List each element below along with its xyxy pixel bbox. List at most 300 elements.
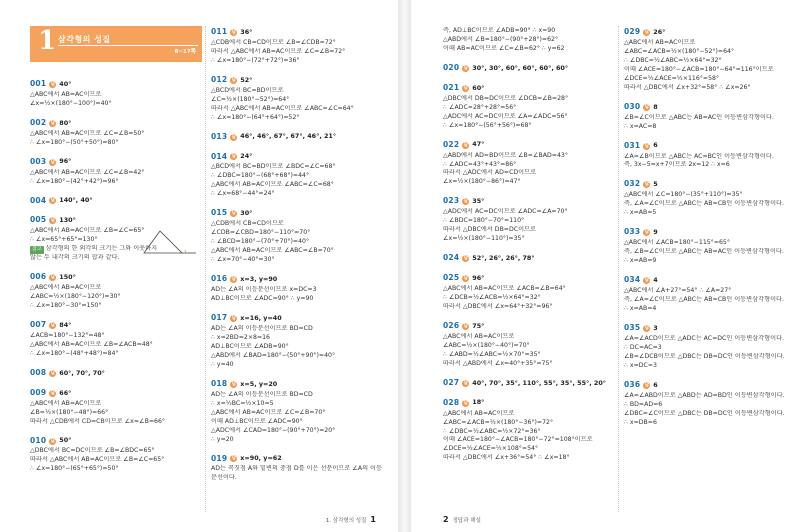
solution-line: AD는 꼭짓점 A와 밑변의 중점 D를 이은 선분이므로 ∠A의 이등 [211,465,382,473]
problem-solution [211,274,389,304]
problem-number: 028 [443,397,460,407]
answer-badge-icon: 답 [50,370,56,376]
solution-line: ∠ABC=½×(180°−40°)=70° [443,341,530,349]
solution-line: ∴ ∠x=180°−(48°+48°)=84° [30,349,119,357]
solution-line: ∴ x=AC=8 [624,122,657,130]
problem-solution [30,436,202,475]
solution-line: 따라서 △ABC에서 AB=AC이므로 ∠C=∠B=72° [211,47,346,55]
right-page [411,0,809,532]
problem-header [443,196,615,207]
problem-solution [211,132,389,143]
solution-line: ∠DBC=∠C이므로 △DBC는 DB=DC인 이등변삼각형이다. [624,409,785,417]
answer-badge-icon: 답 [50,159,56,165]
problem-answer: 52° [240,75,253,84]
solution-line: ∴ y=20 [211,435,234,443]
problem-answer: 35° [472,197,485,206]
solution-line: ∴ ∠DBC=½∠ABC=½×72°=36° [443,427,541,435]
solution-line: ∠ABC=½×(180°−120°)=30° [30,293,121,301]
solution-line: △ABC에서 AB=AC이므로 ∠ACB=∠B=64° [443,285,566,293]
right-column-1 [443,27,615,472]
problem-header [443,378,615,389]
problem-answer: 130° [59,216,76,225]
right-footer [443,514,481,526]
solution-line: ∴ x=½BC=½×10=5 [211,399,274,407]
problem-answer: 150° [59,273,76,282]
solution-line: 즉, ∠A=∠C이므로 △ABC는 AB=CB인 이등변삼각형이다. [624,200,784,208]
problem-header [211,379,389,390]
solution-line: △ABC에서 ∠ACB=180°−115°=65° [624,239,730,247]
problem-solution [211,208,389,265]
problem-solution [30,196,202,207]
solution-line: ∴ x=2BD=2×8=16 [211,333,270,341]
problem-number: 008 [30,367,47,377]
problem-solution [624,102,802,132]
solution-line: ∠DCE=½∠ACE=½×116°=58° [624,74,720,82]
problem-header [624,323,802,334]
problem-answer: 60°, 70°, 70° [59,368,105,377]
problem-answer: 30°, 30°, 60°, 60°, 60°, 60° [472,63,569,72]
problem-number: 026 [443,320,460,330]
problem-number: 022 [443,139,460,149]
answer-badge-icon: 답 [644,382,650,388]
solution-line: ∴ x=AB=9 [624,257,657,265]
book-gutter [398,0,411,532]
solution-line: 이때 AB=AC이므로 ∠C=∠B=62° ∴ y=62 [443,44,565,52]
solution-line: ∠B=½×(180°−48°)=66° [30,408,109,416]
column-divider [618,26,619,512]
problem-solution [30,157,202,187]
answer-badge-icon: 답 [644,182,650,188]
problem-solution [624,179,802,218]
problem-solution [624,275,802,314]
solution-line: ∴ x=AB=5 [624,209,657,217]
answer-badge-icon: 답 [644,143,650,149]
chapter-title: 삼각형의 성질 [58,35,111,44]
solution-line: △ABC에서 AB=AC이므로 [624,38,696,46]
problem-solution [443,140,615,188]
problem-answer: 6 [653,141,658,150]
answer-badge-icon: 답 [644,278,650,284]
problem-header [443,63,615,74]
solution-line: ∴ ∠x=180°−(42°+42°)=96° [30,177,119,185]
column-divider [205,26,206,512]
problem-number: 018 [211,378,228,388]
problem-header [211,313,389,324]
problem-solution [443,273,615,312]
solution-line: ∴ y=40 [211,360,234,368]
problem-number: 021 [443,82,460,92]
problem-solution [211,152,389,200]
problem-number: 012 [211,74,228,84]
answer-badge-icon: 답 [231,29,237,35]
answer-badge-icon: 답 [644,29,650,35]
solution-line: △ABC에서 AB=AC이므로 ∠C=∠B=70° [211,408,326,416]
problem-number: 004 [30,195,47,205]
solution-line: ∴ ∠x=180°−30°=150° [30,302,102,310]
problem-header [211,27,389,38]
solution-line: 따라서 △ADC에서 AD=CD이므로 [443,169,537,177]
solution-line: 따라서 △ABD에서 ∠x=40°+35°=75° [443,359,553,367]
problem-answer: 36° [240,27,253,36]
problem-solution [443,63,615,74]
problem-solution [624,141,802,171]
answer-badge-icon: 답 [50,120,56,126]
solution-line: AD는 ∠A의 이등분선이므로 BD=CD [211,324,313,332]
solution-line: △BCD에서 BC=BD이므로 ∠BDC=∠C=68° [211,163,336,171]
problem-solution [30,368,202,379]
solution-line: ∠x=½×(180°−86°)=47° [443,178,521,186]
problem-header [30,215,202,226]
solution-line: △ABD에서 ∠BAD=180°−(50°+90°)=40° [211,351,336,359]
solution-line: ∠A=∠B이므로 △ABC는 AC=BC인 이등변삼각형이다. [624,152,774,160]
problem-solution [443,83,615,131]
triangle-exterior-angle-figure [138,227,198,257]
answer-badge-icon: 답 [231,211,237,217]
solution-line: ∠CDB=∠CBD=180°−110°=70° [211,229,311,237]
answer-badge-icon: 답 [50,438,56,444]
problem-answer: 5 [653,180,658,189]
problem-answer: x=90, y=62 [240,454,282,463]
problem-number: 023 [443,196,460,206]
problem-solution [443,253,615,264]
solution-line: ∴ ∠x=180°−(56°+56°)=68° [443,121,532,129]
answer-badge-icon: 답 [231,77,237,83]
solution-line: △BCD에서 BC=BD이므로 [211,86,284,94]
problem-header [211,152,389,163]
problem-header [30,79,202,90]
solution-line: 따라서 △CDB에서 CD=CB이므로 ∠x=∠B=66° [30,417,165,425]
solution-line: △ABC에서 AB=AC이므로 ∠ABC=∠B=70° [211,247,334,255]
left-column-2 [211,27,389,492]
problem-number: 007 [30,320,47,330]
solution-line: 즉, 3x−5=x+7이므로 2x=12 ∴ x=6 [624,161,730,169]
solution-line: ∴ x=DC=3 [624,361,657,369]
problem-answer: x=3, y=90 [240,274,278,283]
solution-line: △ABC에서 AB=AC이므로 [30,399,102,407]
answer-badge-icon: 답 [231,456,237,462]
problem-answer: 8 [653,102,658,111]
problem-number: 001 [30,79,47,88]
page-number: 2 [443,515,449,525]
solution-line: ∴ BD=AD=6 [624,400,663,408]
solution-line: ∴ ∠DBC=180°−(68°+68°)=44° [211,172,310,180]
left-column-1 [30,79,202,483]
solution-line: △ABC에서 AB=AC이므로 ∠C=∠B=42° [30,168,145,176]
solution-line: ∠B=∠C이므로 △ABC는 AB=AC인 이등변삼각형이다. [624,113,774,121]
problem-solution [211,379,389,445]
problem-number: 009 [30,387,47,397]
problem-header [30,368,202,379]
problem-solution [443,378,615,389]
solution-line: 즉, AD⊥BC이므로 ∠ADB=90° ∴ x=90 [443,27,556,34]
solution-line: ∴ ∠x=180°−(64°+64°)=52° [211,113,300,121]
solution-line: ∴ ∠x=68°−44°=24° [211,190,275,198]
problem-number: 033 [624,227,641,237]
solution-line: 따라서 △DBC에서 DB=DC이므로 [443,226,537,234]
solution-line: ∠A=∠ACD이므로 △ADC는 AC=DC인 이등변삼각형이다. [624,334,785,342]
problem-answer: 6 [653,380,658,389]
solution-line: ∴ ∠ABD=½∠ABC=½×70°=35° [443,350,541,358]
solution-line: ∴ ∠BDC=180°−70°=110° [443,217,525,225]
left-footer [326,514,376,526]
solution-line: 이때 ∠ACE=180°−∠ACB=180°−64°=116°이므로 [624,65,774,73]
problem-answer: x=16, y=40 [240,313,282,322]
problem-answer: 50° [59,436,72,445]
solution-line: △ADC에서 AC=DC이므로 ∠A=∠ADC=56° [443,112,568,120]
problem-solution [443,196,615,244]
problem-answer: 40° [59,79,72,88]
answer-badge-icon: 답 [463,276,469,282]
problem-answer: 80° [59,118,72,127]
solution-line: △ADC에서 ∠CAD=180°−(90°+70°)=20° [211,426,336,434]
problem-header [443,140,615,151]
solution-line: ∠C=½×(180°−52°)=64° [211,95,290,103]
answer-badge-icon: 답 [463,400,469,406]
problem-number: 006 [30,272,47,282]
solution-line: ∠x=½×(180°−110°)=35° [443,235,525,243]
problem-answer: 84° [59,320,72,329]
right-column-2 [624,27,802,437]
solution-line: ∠ABC=∠ACB=½×(180°−36°)=72° [443,418,554,426]
solution-line: AD⊥BC이므로 ∠ADB=90° [211,342,289,350]
answer-badge-icon: 답 [231,277,237,283]
problem-number: 020 [443,62,460,72]
solution-line: △ABD에서 ∠B=180°−(90°+28°)=62° [443,35,559,43]
answer-badge-icon: 답 [50,275,56,281]
problem-header [211,274,389,285]
solution-line: 분선이다. [211,474,237,482]
problem-number: 027 [443,377,460,387]
solution-line: ∠ABC=∠ACB=½×(180°−52°)=64° [624,47,735,55]
problem-number: 010 [30,435,47,445]
solution-line: AD는 ∠A의 이등분선이므로 x=DC=3 [211,286,317,293]
problem-answer: 66° [59,388,72,397]
answer-badge-icon: 답 [463,142,469,148]
footer-book-label: 정답과 해설 [452,518,481,525]
answer-badge-icon: 답 [50,218,56,224]
answer-badge-icon: 답 [463,85,469,91]
problem-header [443,253,615,264]
problem-solution [30,79,202,109]
solution-line: △ABC에서 AB=AC이므로 [443,409,515,417]
answer-badge-icon: 답 [231,315,237,321]
solution-line: 따라서 △ABC에서 AB=AC이므로 ∠B=∠C=65° [30,456,165,464]
problem-number: 002 [30,117,47,127]
solution-line: △DBC에서 BC=DC이므로 ∠B=∠BDC=65° [30,447,155,455]
solution-line: 따라서 △DBC에서 ∠x+36°=54° ∴ ∠x=18° [443,454,570,462]
problem-answer: 4 [653,275,658,284]
answer-badge-icon: 답 [50,390,56,396]
solution-line: ∴ ∠DCB=½∠ACB=½×64°=32° [443,294,541,301]
answer-badge-icon: 답 [463,65,469,71]
problem-header [624,102,802,113]
solution-line: △ABC에서 AB=AC이므로 [443,332,515,340]
problem-number: 029 [624,27,641,36]
answer-badge-icon: 답 [231,134,237,140]
solution-line: ∴ ∠BCD=180°−(70°+70°)=40° [211,238,310,246]
problem-answer: 30° [240,209,253,218]
problem-answer: 140°, 40° [59,196,93,205]
solution-line: 않는 두 내각의 크기의 합과 같다. [30,254,120,262]
problem-solution [624,227,802,266]
solution-line: ∠ACB=180°−132°=48° [30,331,105,339]
solution-line: ∴ ∠x=180°−(65°+65°)=50° [30,465,119,473]
problem-number: 036 [624,379,641,389]
problem-number: 032 [624,179,641,189]
chapter-number: 1 [38,26,57,56]
solution-line: △DBC에서 DB=DC이므로 ∠DCB=∠B=28° [443,94,569,102]
problem-solution [624,380,802,428]
solution-line: △ADC에서 AC=DC이므로 ∠ADC=∠A=70° [443,208,568,216]
problem-header [624,227,802,238]
problem-answer: 18° [472,398,485,407]
answer-badge-icon: 답 [644,230,650,236]
solution-line: ∠DCE=½∠ACE=½×108°=54° [443,445,539,453]
problem-solution [443,398,615,464]
problem-answer: x=5, y=20 [240,379,278,388]
problem-number: 017 [211,312,228,322]
solution-line: △CDB에서 CB=CD이므로 [211,220,284,228]
problem-answer: 46°, 46°, 67°, 67°, 46°, 21° [240,132,337,141]
solution-line: 따라서 △DBC에서 ∠x=64°+32°=96° [443,302,553,310]
page-number: 1 [370,515,376,525]
solution-line: △ABC에서 AB=AC이므로 ∠B=∠ACB=48° [30,340,153,348]
answer-badge-icon: 답 [231,381,237,387]
answer-badge-icon: 답 [463,323,469,329]
problem-solution [30,320,202,359]
problem-number: 011 [211,27,228,36]
footer-chapter-label: 1. 삼각형의 성질 [325,518,367,525]
solution-line: ∴ ∠x=65°+65°=130° [30,236,98,244]
problem-header [30,157,202,168]
answer-badge-icon: 답 [463,380,469,386]
note-label: 참고 [32,246,42,253]
problem-header [30,388,202,399]
problem-header [30,272,202,283]
problem-number: 005 [30,215,47,225]
answer-badge-icon: 답 [644,325,650,331]
problem-solution [443,321,615,369]
problem-header [211,75,389,86]
solution-line: △CDB에서 CB=CD이므로 ∠B=∠CDB=72° [211,38,336,46]
problem-number: 003 [30,156,47,166]
problem-answer: 40°, 70°, 35°, 110°, 55°, 35°, 55°, 20° [472,378,606,387]
solution-line: △ABC에서 ∠A+27°=54° ∴ ∠A=27° [624,287,732,294]
problem-header [624,27,802,38]
answer-badge-icon: 답 [50,81,56,87]
problem-header [624,275,802,286]
solution-line: AD는 ∠A의 이등분선이므로 BD=CD [211,390,313,398]
problem-number: 034 [624,275,641,285]
problem-number: 025 [443,273,460,283]
solution-line: AD⊥BC이므로 ∠ADC=90° ∴ y=90 [211,294,314,302]
problem-number: 013 [211,131,228,141]
problem-solution [30,272,202,311]
problem-number: 024 [443,253,460,263]
problem-header [443,83,615,94]
problem-answer: 3 [653,323,658,332]
problem-number: 015 [211,208,228,218]
chapter-header [30,26,202,62]
problem-answer: 60° [472,83,485,92]
solution-line: △ABC에서 AB=AC이므로 ∠C=∠B=50° [30,129,145,137]
solution-line: ∠B=∠DCB이므로 △DBC는 DB=DC인 이등변삼각형이다. [624,352,785,360]
problem-number: 019 [211,453,228,463]
left-page [0,0,398,532]
chapter-title-underline [58,45,198,46]
problem-answer: 96° [59,157,72,166]
problem-header [211,132,389,143]
problem-answer: 26° [653,27,666,36]
problem-solution [211,313,389,370]
solution-line: △ABC에서 AB=AC이므로 [30,90,102,98]
solution-line: ∴ DC=AC=3 [624,343,662,351]
problem-solution [624,323,802,371]
answer-badge-icon: 답 [463,199,469,205]
problem-header [30,436,202,447]
solution-line: △ABC에서 AB=AC이므로 ∠B=∠C=65° [30,227,145,235]
chapter-page-range: 8~17쪽 [174,49,196,55]
problem-header [443,321,615,332]
problem-header [624,179,802,190]
answer-badge-icon: 답 [644,104,650,110]
problem-solution [30,118,202,148]
problem-answer: 47° [472,140,485,149]
solution-line: 따라서 △DBC에서 ∠x+32°=58° ∴ ∠x=26° [624,83,751,91]
problem-number: 016 [211,274,228,284]
solution-line: ∴ x=AB=4 [624,304,657,312]
answer-badge-icon: 답 [50,322,56,328]
problem-number: 031 [624,140,641,150]
solution-line: 즉, ∠B=∠C이므로 △ABC는 AB=AC인 이등변삼각형이다. [624,248,784,256]
problem-solution [211,27,389,66]
solution-line: △ABC에서 ∠C=180°−(35°+110°)=35° [624,191,743,199]
problem-solution [30,388,202,427]
problem-header [211,208,389,219]
problem-answer: 24° [240,152,253,161]
answer-badge-icon: 답 [463,256,469,262]
answer-badge-icon: 답 [50,198,56,204]
solution-line: ∴ ∠x=180°−(50°+50°)=80° [30,138,119,146]
problem-number: 014 [211,151,228,161]
problem-solution [624,27,802,93]
problem-header [624,380,802,391]
problem-solution [211,75,389,123]
solution-line: △ABC에서 AB=AC이므로 ∠ABC=∠C=68° [211,181,334,189]
solution-line: △ABD에서 AD=BD이므로 ∠B=∠BAD=43° [443,151,568,159]
problem-answer: 75° [472,321,485,330]
solution-line: △ABC에서 AB=AC이므로 [30,284,102,292]
problem-number: 030 [624,101,641,111]
problem-solution [211,454,389,484]
problem-solution [443,27,615,54]
solution-line: 이때 AD⊥BC이므로 ∠ADC=90° [211,417,303,425]
solution-line: ∴ ∠ADC=43°+43°=86° [443,160,517,168]
solution-line: ∴ ∠ADC=28°+28°=56° [443,103,517,111]
problem-header [443,273,615,284]
problem-header [624,141,802,152]
problem-answer: 9 [653,228,658,237]
solution-line: ∴ ∠DBC=½∠ABC=½×64°=32° [624,56,722,64]
problem-header [211,454,389,465]
problem-header [30,320,202,331]
problem-header [30,196,202,207]
solution-line: ∴ ∠x=70°−40°=30° [211,256,275,264]
solution-line: ∴ ∠x=180°−(72°+72°)=36° [211,56,300,64]
solution-line: 따라서 △ABC에서 AB=AC이므로 ∠ABC=∠C=64° [211,104,354,112]
solution-line: 즉, ∠A=∠C이므로 △ABC는 AB=CB인 이등변삼각형이다. [624,295,784,303]
solution-line: 참고 삼각형의 한 외각의 크기는 그와 이웃하지 [32,245,158,253]
